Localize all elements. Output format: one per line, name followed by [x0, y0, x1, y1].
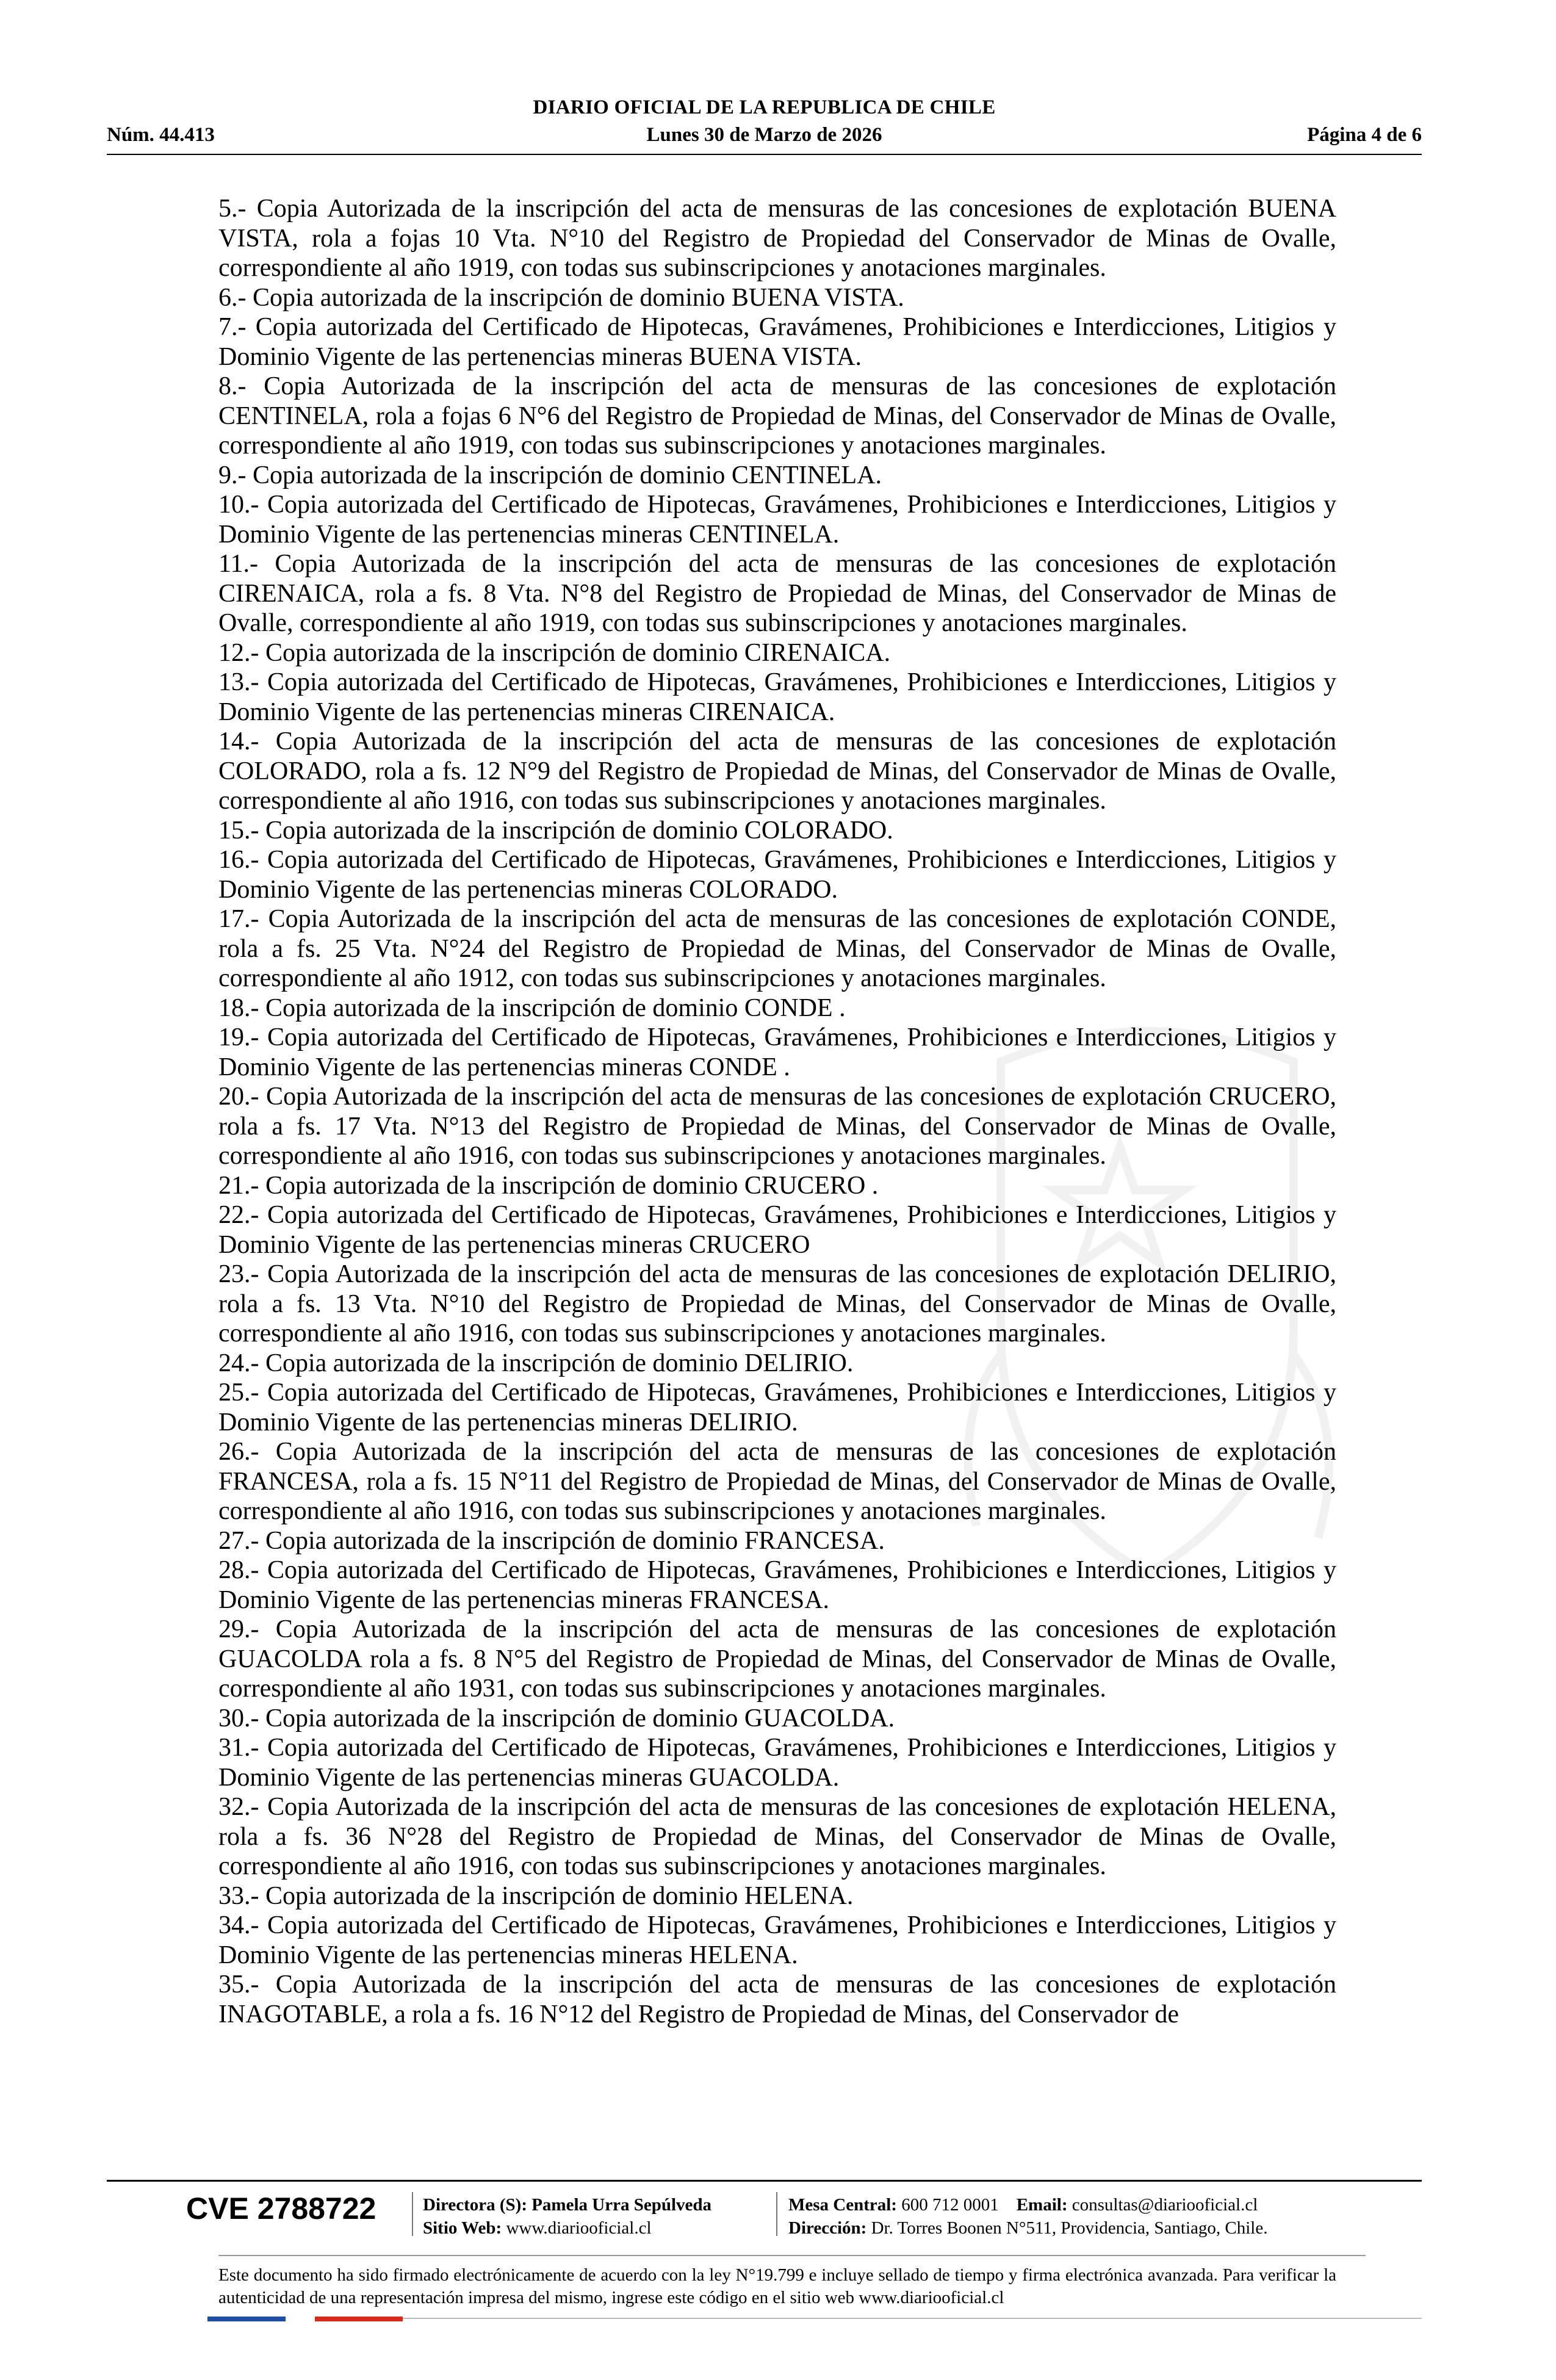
- list-item: 8.- Copia Autorizada de la inscripción del acta de mensuras de las concesiones de explotación CENTINELA, rola a fojas 6 N°6 del Registro de Propiedad de Minas, del Conservador de Minas de Ovalle, correspondiente al año 1919, con todas sus subinscripciones y anotaciones marginales.: [218, 372, 1336, 460]
- list-item: 32.- Copia Autorizada de la inscripción del acta de mensuras de las concesiones de explotación HELENA, rola a fs. 36 N°28 del Registro de Propiedad de Minas, del Conservador de Minas de Ovalle, correspondiente al año 1916, con todas sus subinscripciones y anotaciones marginales.: [218, 1793, 1336, 1880]
- address-label: Dirección:: [788, 2218, 867, 2238]
- list-item: 14.- Copia Autorizada de la inscripción del acta de mensuras de las concesiones de explotación COLORADO, rola a fs. 12 N°9 del Registro de Propiedad de Minas, del Conservador de Minas de Ovalle, correspondiente al año 1916, con todas sus subinscripciones y anotaciones marginales.: [218, 727, 1336, 815]
- flag-blue-segment: [207, 2317, 286, 2321]
- footer-director-block: [423, 2193, 711, 2240]
- header-divider: [107, 154, 1422, 155]
- list-item: 30.- Copia autorizada de la inscripción de dominio GUACOLDA.: [218, 1704, 895, 1733]
- issue-date: Lunes 30 de Marzo de 2026: [646, 124, 882, 146]
- flag-white-segment: [286, 2317, 315, 2321]
- list-item: 24.- Copia autorizada de la inscripción de dominio DELIRIO.: [218, 1349, 854, 1377]
- list-item: 28.- Copia autorizada del Certificado de Hipotecas, Gravámenes, Prohibiciones e Interdicciones, Litigios y Dominio Vigente de las pertenencias mineras FRANCESA.: [218, 1556, 1336, 1614]
- list-item: 12.- Copia autorizada de la inscripción de dominio CIRENAICA.: [218, 638, 891, 667]
- list-item: 20.- Copia Autorizada de la inscripción del acta de mensuras de las concesiones de explotación CRUCERO, rola a fs. 17 Vta. N°13 del Registro de Propiedad de Minas, del Conservador de Minas de Ovalle, correspondiente al año 1916, con todas sus subinscripciones y anotaciones marginales.: [218, 1083, 1336, 1170]
- list-item: 31.- Copia autorizada del Certificado de Hipotecas, Gravámenes, Prohibiciones e Interdicciones, Litigios y Dominio Vigente de las pertenencias mineras GUACOLDA.: [218, 1734, 1336, 1792]
- list-item: 34.- Copia autorizada del Certificado de Hipotecas, Gravámenes, Prohibiciones e Interdicciones, Litigios y Dominio Vigente de las pertenencias mineras HELENA.: [218, 1911, 1336, 1969]
- list-item: 5.- Copia Autorizada de la inscripción del acta de mensuras de las concesiones de explotación BUENA VISTA, rola a fojas 10 Vta. N°10 del Registro de Propiedad del Conservador de Minas de Ovalle, correspondiente al año 1919, con todas sus subinscripciones y anotaciones marginales.: [218, 195, 1336, 282]
- footer-separator: [776, 2192, 777, 2236]
- list-item: 23.- Copia Autorizada de la inscripción del acta de mensuras de las concesiones de explotación DELIRIO, rola a fs. 13 Vta. N°10 del Registro de Propiedad de Minas, del Conservador de Minas de Ovalle, correspondiente al año 1916, con todas sus subinscripciones y anotaciones marginales.: [218, 1260, 1336, 1347]
- footer-divider: [107, 2180, 1422, 2182]
- list-item: 22.- Copia autorizada del Certificado de Hipotecas, Gravámenes, Prohibiciones e Interdicciones, Litigios y Dominio Vigente de las pertenencias mineras CRUCERO: [218, 1201, 1336, 1259]
- site-label: Sitio Web:: [423, 2218, 502, 2238]
- flag-stripe: [207, 2317, 403, 2321]
- list-item: 16.- Copia autorizada del Certificado de Hipotecas, Gravámenes, Prohibiciones e Interdicciones, Litigios y Dominio Vigente de las pertenencias mineras COLORADO.: [218, 846, 1336, 904]
- phone-label: Mesa Central:: [788, 2195, 897, 2215]
- list-item: 13.- Copia autorizada del Certificado de Hipotecas, Gravámenes, Prohibiciones e Interdicciones, Litigios y Dominio Vigente de las pertenencias mineras CIRENAICA.: [218, 668, 1336, 726]
- list-item: 7.- Copia autorizada del Certificado de Hipotecas, Gravámenes, Prohibiciones e Interdicciones, Litigios y Dominio Vigente de las pertenencias mineras BUENA VISTA.: [218, 313, 1336, 371]
- list-item: 35.- Copia Autorizada de la inscripción del acta de mensuras de las concesiones de explotación INAGOTABLE, a rola a fs. 16 N°12 del Registro de Propiedad de Minas, del Conservador de: [218, 1971, 1336, 2028]
- list-item: 10.- Copia autorizada del Certificado de Hipotecas, Gravámenes, Prohibiciones e Interdicciones, Litigios y Dominio Vigente de las pertenencias mineras CENTINELA.: [218, 491, 1336, 549]
- issue-number: Núm. 44.413: [107, 124, 215, 146]
- list-item: 33.- Copia autorizada de la inscripción de dominio HELENA.: [218, 1881, 854, 1910]
- list-item: 15.- Copia autorizada de la inscripción de dominio COLORADO.: [218, 816, 893, 845]
- bottom-divider: [403, 2318, 1422, 2319]
- list-item: 25.- Copia autorizada del Certificado de Hipotecas, Gravámenes, Prohibiciones e Interdicciones, Litigios y Dominio Vigente de las pertenencias mineras DELIRIO.: [218, 1379, 1336, 1437]
- email-link[interactable]: consultas@diariooficial.cl: [1072, 2195, 1258, 2215]
- address-value: Dr. Torres Boonen N°511, Providencia, Santiago, Chile.: [871, 2218, 1268, 2238]
- newspaper-title: DIARIO OFICIAL DE LA REPUBLICA DE CHILE: [533, 96, 996, 118]
- page-header: [107, 92, 1422, 159]
- disclaimer-divider: [218, 2255, 1366, 2256]
- footer-contact-block: [788, 2193, 1267, 2240]
- footer-separator: [412, 2192, 413, 2236]
- list-item: 9.- Copia autorizada de la inscripción de dominio CENTINELA.: [218, 461, 882, 489]
- page-indicator: Página 4 de 6: [1307, 124, 1422, 146]
- list-item: 26.- Copia Autorizada de la inscripción del acta de mensuras de las concesiones de explotación FRANCESA, rola a fs. 15 N°11 del Registro de Propiedad de Minas, del Conservador de Minas de Ovalle, correspondiente al año 1916, con todas sus subinscripciones y anotaciones marginales.: [218, 1438, 1336, 1525]
- flag-red-segment: [315, 2317, 403, 2321]
- document-body: [218, 194, 1336, 2029]
- list-item: 6.- Copia autorizada de la inscripción de dominio BUENA VISTA.: [218, 283, 904, 312]
- email-label: Email:: [1016, 2195, 1068, 2215]
- cve-code: CVE 2788722: [186, 2191, 376, 2226]
- list-item: 11.- Copia Autorizada de la inscripción del acta de mensuras de las concesiones de explotación CIRENAICA, rola a fs. 8 Vta. N°8 del Registro de Propiedad de Minas, del Conservador de Minas de Ovalle, correspondiente al año 1919, con todas sus subinscripciones y anotaciones marginales.: [218, 550, 1336, 637]
- list-item: 29.- Copia Autorizada de la inscripción del acta de mensuras de las concesiones de explotación GUACOLDA rola a fs. 8 N°5 del Registro de Propiedad de Minas, del Conservador de Minas de Ovalle, correspondiente al año 1931, con todas sus subinscripciones y anotaciones marginales.: [218, 1615, 1336, 1703]
- list-item: 21.- Copia autorizada de la inscripción de dominio CRUCERO .: [218, 1171, 879, 1200]
- list-item: 17.- Copia Autorizada de la inscripción del acta de mensuras de las concesiones de explotación CONDE, rola a fs. 25 Vta. N°24 del Registro de Propiedad de Minas, del Conservador de Minas de Ovalle, correspondiente al año 1912, con todas sus subinscripciones y anotaciones marginales.: [218, 905, 1336, 992]
- signature-disclaimer: Este documento ha sido firmado electrónicamente de acuerdo con la ley N°19.799 e incluye sellado de tiempo y firma electrónica avanzada. Para verificar la autenticidad de una representación impresa del mismo, ingrese este código en el sitio web www.diariooficial.cl: [218, 2265, 1336, 2307]
- phone-value: 600 712 0001: [901, 2195, 999, 2215]
- site-link[interactable]: www.diariooficial.cl: [506, 2218, 652, 2238]
- list-item: 27.- Copia autorizada de la inscripción de dominio FRANCESA.: [218, 1526, 885, 1555]
- director-label: Directora (S): Pamela Urra Sepúlveda: [423, 2195, 712, 2215]
- list-item: 18.- Copia autorizada de la inscripción de dominio CONDE .: [218, 993, 846, 1022]
- list-item: 19.- Copia autorizada del Certificado de Hipotecas, Gravámenes, Prohibiciones e Interdicciones, Litigios y Dominio Vigente de las pertenencias mineras CONDE .: [218, 1023, 1336, 1081]
